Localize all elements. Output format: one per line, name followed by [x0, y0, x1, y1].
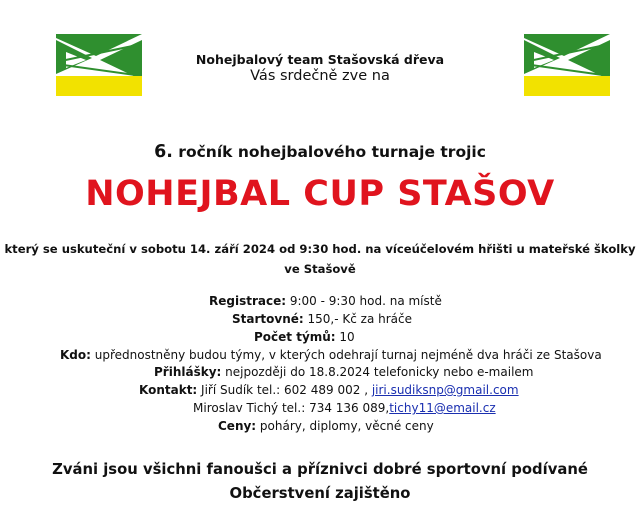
registrace-value: 9:00 - 9:30 hod. na místě	[286, 294, 442, 308]
edition-text: ročník nohejbalového turnaje trojic	[172, 143, 486, 161]
kontakt1-email-link[interactable]: jiri.sudiksnp@gmail.com	[371, 383, 519, 397]
startovne-value: 150,- Kč za hráče	[303, 312, 412, 326]
footer-invitation: Zváni jsou všichni fanoušci a příznivci dobré sportovní podívané	[52, 461, 588, 478]
ceny-label: Ceny:	[218, 419, 257, 433]
detail-startovne	[232, 312, 412, 326]
tournament-edition	[0, 142, 640, 162]
event-od: od	[275, 242, 300, 256]
team-name: Nohejbalový team Stašovská dřeva	[195, 52, 445, 67]
detail-kontakt	[139, 383, 519, 397]
ceny-value: poháry, diplomy, věcné ceny	[256, 419, 434, 433]
footer-refreshments: Občerstvení zajištěno	[229, 485, 411, 502]
event-time: 9:30 hod.	[299, 242, 362, 256]
kontakt2-email-link[interactable]: tichy11@email.cz	[389, 401, 496, 415]
prihlasky-label: Přihlášky:	[154, 365, 222, 379]
event-intro: který se uskuteční v sobotu	[4, 242, 190, 256]
detail-kontakt2	[193, 401, 496, 415]
pocet-value: 10	[335, 330, 355, 344]
kontakt2-value: Miroslav Tichý tel.: 734 136 089,	[193, 401, 390, 415]
event-date: 14. září 2024	[189, 242, 276, 256]
detail-prihlasky	[154, 365, 533, 379]
kontakt1-value: Jiří Sudík tel.: 602 489 002 ,	[197, 383, 372, 397]
pocet-label: Počet týmů:	[254, 330, 336, 344]
detail-ceny	[218, 419, 434, 433]
detail-registrace	[209, 294, 442, 308]
registrace-label: Registrace:	[209, 294, 287, 308]
detail-pocet-tymu	[254, 330, 355, 344]
edition-number: 6.	[154, 142, 173, 162]
invite-text: Vás srdečně zve na	[250, 68, 390, 84]
kontakt-label: Kontakt:	[139, 383, 198, 397]
detail-kdo	[60, 348, 602, 362]
event-when-where	[0, 242, 640, 256]
page-title: NOHEJBAL CUP STAŠOV	[85, 174, 555, 214]
prihlasky-value: nejpozději do 18.8.2024 telefonicky nebo e-mailem	[221, 365, 534, 379]
startovne-label: Startovné:	[232, 312, 304, 326]
kdo-label: Kdo:	[60, 348, 91, 362]
event-town: ve Stašově	[284, 262, 356, 276]
kdo-value: upřednostněny budou týmy, v kterých odehrají turnaj nejméně dva hráči ze Stašova	[90, 348, 602, 362]
event-venue: na víceúčelovém hřišti u mateřské školky	[361, 242, 636, 256]
